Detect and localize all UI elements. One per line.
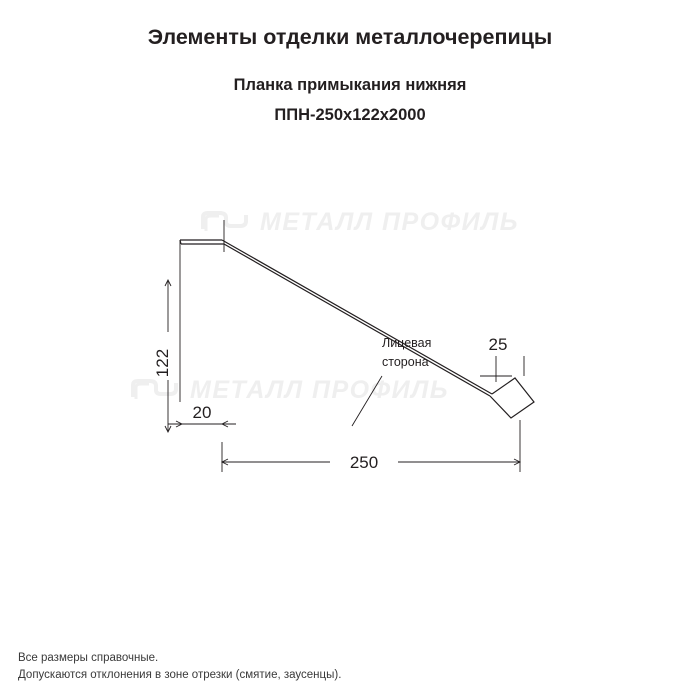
footer-note-1: Все размеры справочные.: [18, 652, 159, 664]
footer-notes: [18, 650, 341, 684]
face-side-label-line1: Лицевая: [382, 336, 432, 350]
dimension-label-122: 122: [153, 348, 172, 378]
header: [0, 24, 700, 126]
dimension-label-20: 20: [192, 403, 212, 422]
profile-slope-outer: [222, 240, 492, 394]
face-side-label-line2: сторона: [382, 355, 429, 369]
dimension-top-width: [168, 220, 236, 424]
watermark-text: МЕТАЛЛ ПРОФИЛЬ: [260, 208, 519, 236]
profile-right-hook: [490, 378, 534, 418]
leader-line: [352, 376, 382, 426]
watermark-text: МЕТАЛЛ ПРОФИЛЬ: [190, 376, 449, 404]
dimension-right-flange: [480, 356, 524, 382]
profile-slope-inner: [224, 244, 490, 396]
product-code: ППН-250х122х2000: [274, 106, 426, 124]
footer-note-2: Допускаются отклонения в зоне отрезки (смятие, заусенцы).: [18, 669, 342, 681]
page-title: Элементы отделки металлочерепицы: [147, 25, 553, 49]
product-name: Планка примыкания нижняя: [233, 76, 467, 94]
dimension-label-25: 25: [488, 335, 508, 354]
profile-outline: [180, 240, 534, 418]
dimension-label-250: 250: [349, 453, 379, 472]
face-side-leader: [352, 376, 382, 426]
technical-drawing: [0, 180, 700, 520]
